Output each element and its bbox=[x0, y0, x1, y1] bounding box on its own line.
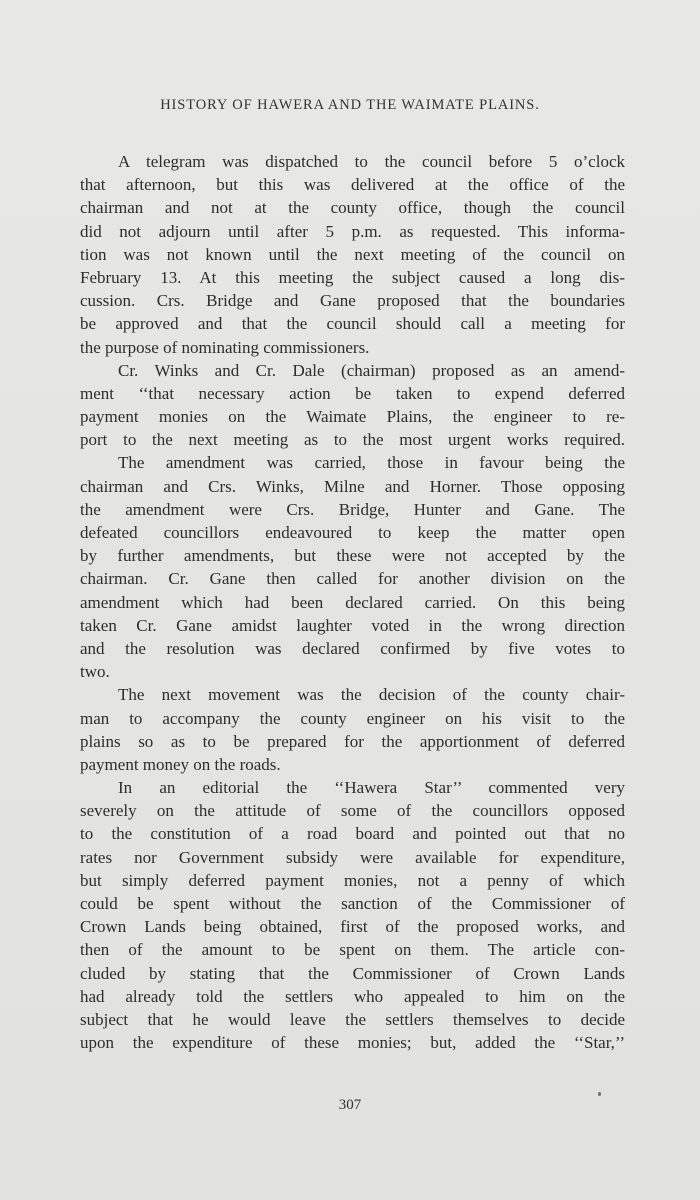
text-line: cluded by stating that the Commissioner of Crown Lands bbox=[80, 963, 625, 983]
text-line: defeated councillors endeavoured to keep the matter open bbox=[80, 523, 625, 542]
text-line: Crown Lands being obtained, first of the proposed works, and bbox=[80, 917, 625, 937]
text-line: chairman and Crs. Winks, Milne and Horner. Those opposing bbox=[80, 476, 625, 496]
text-line: cussion. Crs. Bridge and Gane proposed that the boundaries bbox=[80, 291, 625, 311]
paragraph bbox=[80, 776, 625, 1054]
text-line: The next movement was the decision of the county chair- bbox=[118, 685, 625, 705]
text-line: February 13. At this meeting the subject caused a long dis- bbox=[80, 267, 625, 287]
text-line: by further amendments, but these were not accepted by the bbox=[80, 546, 625, 566]
text-line: rates nor Government subsidy were available for expenditure, bbox=[80, 847, 625, 867]
text-line: plains so as to be prepared for the apportionment of deferred bbox=[80, 731, 625, 751]
text-line: to the constitution of a road board and pointed out that no bbox=[80, 824, 625, 844]
text-line: chairman. Cr. Gane then called for another division on the bbox=[80, 569, 625, 589]
text-line: then of the amount to be spent on them. The article con- bbox=[80, 940, 625, 960]
text-line: The amendment was carried, those in favour being the bbox=[118, 453, 625, 473]
page-number: 307 bbox=[338, 1097, 362, 1113]
text-line: that afternoon, but this was delivered at the office of the bbox=[80, 175, 625, 195]
paragraph bbox=[80, 150, 625, 359]
ink-speck bbox=[598, 1092, 601, 1096]
text-line: the amendment were Crs. Bridge, Hunter and Gane. The bbox=[80, 499, 625, 519]
text-line: ment ‘‘that necessary action be taken to expend deferred bbox=[80, 383, 625, 403]
text-line: did not adjourn until after 5 p.m. as requested. This informa- bbox=[80, 221, 625, 241]
text-line: taken Cr. Gane amidst laughter voted in the wrong direction bbox=[80, 615, 625, 635]
text-line: payment monies on the Waimate Plains, the engineer to re- bbox=[80, 407, 625, 427]
text-line: upon the expenditure of these monies; but, added the ‘‘Star,’’ bbox=[80, 1033, 625, 1053]
paragraph bbox=[80, 359, 625, 452]
text-line: port to the next meeting as to the most urgent works required. bbox=[80, 430, 625, 450]
text-line: payment money on the roads. bbox=[80, 754, 281, 774]
text-line: but simply deferred payment monies, not a penny of which bbox=[80, 870, 625, 890]
text-line: two. bbox=[80, 662, 110, 682]
text-line: chairman and not at the county office, though the council bbox=[80, 198, 625, 218]
paragraph bbox=[80, 683, 625, 776]
text-line: could be spent without the sanction of the Commissioner of bbox=[80, 894, 625, 913]
paragraph bbox=[80, 451, 625, 683]
text-line: and the resolution was declared confirmed by five votes to bbox=[80, 638, 625, 658]
text-line: In an editorial the ‘‘Hawera Star’’ commented very bbox=[118, 778, 625, 798]
text-line: amendment which had been declared carried. On this being bbox=[80, 592, 625, 612]
text-line: Cr. Winks and Cr. Dale (chairman) proposed as an amend- bbox=[118, 360, 625, 380]
text-line: tion was not known until the next meeting of the council on bbox=[80, 244, 625, 264]
text-line: severely on the attitude of some of the councillors opposed bbox=[80, 801, 625, 821]
text-line: the purpose of nominating commissioners. bbox=[80, 337, 370, 357]
text-line: be approved and that the council should call a meeting for bbox=[80, 314, 625, 334]
text-line: had already told the settlers who appealed to him on the bbox=[80, 986, 625, 1006]
text-line: man to accompany the county engineer on his visit to the bbox=[80, 708, 625, 728]
body-text bbox=[80, 150, 625, 1054]
text-line: A telegram was dispatched to the council before 5 o’clock bbox=[118, 152, 625, 171]
running-header: HISTORY OF HAWERA AND THE WAIMATE PLAINS. bbox=[160, 97, 540, 113]
text-line: subject that he would leave the settlers themselves to decide bbox=[80, 1009, 625, 1029]
